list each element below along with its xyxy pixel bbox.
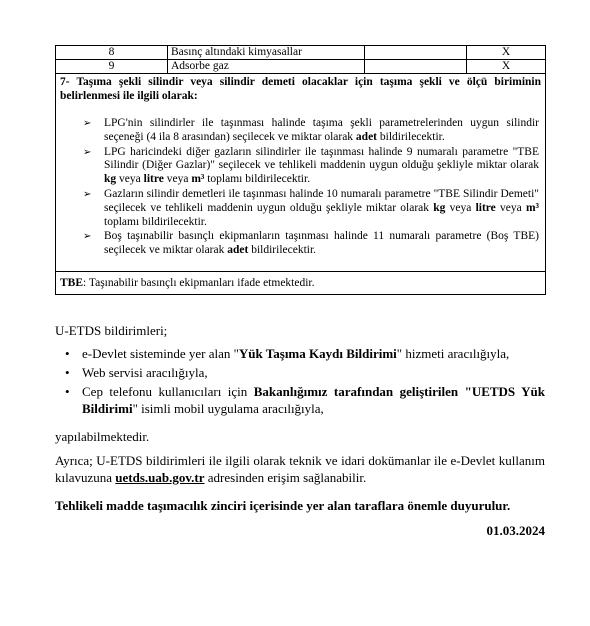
item-text: toplamı bildirilecektir.	[104, 215, 207, 228]
substance-table	[55, 45, 546, 74]
item-text: veya	[116, 173, 144, 186]
row-mark: X	[467, 60, 546, 74]
list-item	[55, 364, 545, 381]
row-empty-cell	[365, 46, 467, 60]
list-item	[55, 345, 545, 362]
item-text: veya	[163, 173, 192, 186]
item-text: Cep telefonu kullanıcıları için	[82, 384, 254, 399]
table-row	[56, 46, 546, 60]
section-7-box	[55, 73, 546, 295]
item-text: " isimli mobil uygulama aracılığıyla,	[132, 401, 324, 416]
item-text: Web servisi aracılığıyla,	[82, 365, 208, 380]
list-item	[55, 383, 545, 417]
bullet-dot-icon: •	[65, 346, 70, 361]
row-empty-cell	[365, 60, 467, 74]
item-text: veya	[495, 201, 526, 214]
item-text: toplamı bildirilecektir.	[204, 173, 311, 186]
footnote-text: : Taşınabilir basınçlı ekipmanları ifade etmektedir.	[83, 277, 315, 289]
item-text: " hizmeti aracılığıyla,	[396, 346, 510, 361]
row-name: Basınç altındaki kimyasallar	[168, 46, 365, 60]
uetds-link[interactable]: uetds.uab.gov.tr	[115, 470, 205, 485]
item-text: veya	[445, 201, 476, 214]
list-item	[56, 117, 545, 145]
arrow-bullet-icon: ➢	[83, 146, 92, 158]
item-unit: litre	[143, 173, 164, 186]
row-name: Adsorbe gaz	[168, 60, 365, 74]
arrow-bullet-icon: ➢	[83, 231, 92, 243]
paragraph-text: adresinden erişim sağlanabilir.	[204, 470, 367, 485]
item-unit: kg	[104, 173, 117, 186]
footnote-abbreviation: TBE	[60, 277, 84, 289]
bullet-dot-icon: •	[65, 365, 70, 380]
item-unit: m³	[191, 173, 205, 186]
item-unit: adet	[355, 130, 378, 143]
item-text: Boş taşınabilir basınçlı ekipmanların taşınması halinde 11 numaralı parametre (Boş TBE) seçilecek ve miktar olarak	[104, 230, 539, 257]
item-text: LPG'nin silindirler ile taşınması halinde taşıma şekli parametrelerinden uygun silindir seçeneği (4 ila 8 arasından) seçilecek ve miktar olarak	[104, 117, 539, 143]
list-item	[56, 146, 545, 187]
item-text: bildirilecektir.	[377, 130, 445, 143]
item-emphasis: Bakanlığımız tarafından geliştirilen "UETDS Yük Bildirimi	[82, 384, 546, 416]
item-unit: litre	[475, 201, 496, 214]
arrow-bullet-icon: ➢	[83, 188, 92, 200]
closing-text: yapılabilmektedir.	[55, 429, 150, 444]
item-unit: kg	[433, 201, 446, 214]
item-unit: m³	[525, 201, 539, 214]
item-text: LPG haricindeki diğer gazların silindirler ile taşınması halinde 9 numaralı parametre "TBE Silindir (Diğer Gazlar)" seçilecek ve tehlikeli maddenin uygun olduğu şekliyle miktar olarak	[104, 145, 539, 172]
table-row	[56, 60, 546, 74]
intro-text: U-ETDS bildirimleri;	[55, 323, 168, 338]
list-item	[56, 188, 545, 229]
row-number: 9	[56, 60, 168, 74]
item-emphasis: Yük Taşıma Kaydı Bildirimi	[238, 346, 397, 361]
row-mark: X	[467, 46, 546, 60]
item-unit: adet	[227, 244, 249, 257]
section-7-heading: 7- Taşıma şekli silindir veya silindir demeti olacaklar için taşıma şekli ve ölçü biriminin belirlenmesi ile ilgili olarak:	[60, 76, 541, 102]
document-date: 01.03.2024	[486, 523, 545, 538]
arrow-bullet-icon: ➢	[83, 118, 92, 129]
announcement-text: Tehlikeli madde taşımacılık zinciri içerisinde yer alan taraflara önemle duyurulur.	[55, 498, 511, 513]
resources-paragraph	[55, 452, 545, 486]
section-7-footnote	[56, 271, 545, 294]
list-item	[56, 230, 545, 258]
bullet-dot-icon: •	[65, 384, 70, 399]
paragraph-text: Ayrıca; U-ETDS bildirimleri ile ilgili olarak teknik ve idari dokümanlar ile e-Devlet kullanım kılavuzuna	[55, 453, 545, 485]
channel-list	[55, 345, 545, 419]
section-7-list	[56, 117, 545, 258]
row-number: 8	[56, 46, 168, 60]
item-text: e-Devlet sisteminde yer alan "	[82, 346, 239, 361]
item-text: Gazların silindir demetleri ile taşınması halinde 10 numaralı parametre "TBE Silindir Demeti" seçilecek ve tehlikeli maddenin uygun olduğu şekliyle miktar olarak	[104, 187, 539, 214]
item-text: bildirilecektir.	[248, 244, 317, 257]
